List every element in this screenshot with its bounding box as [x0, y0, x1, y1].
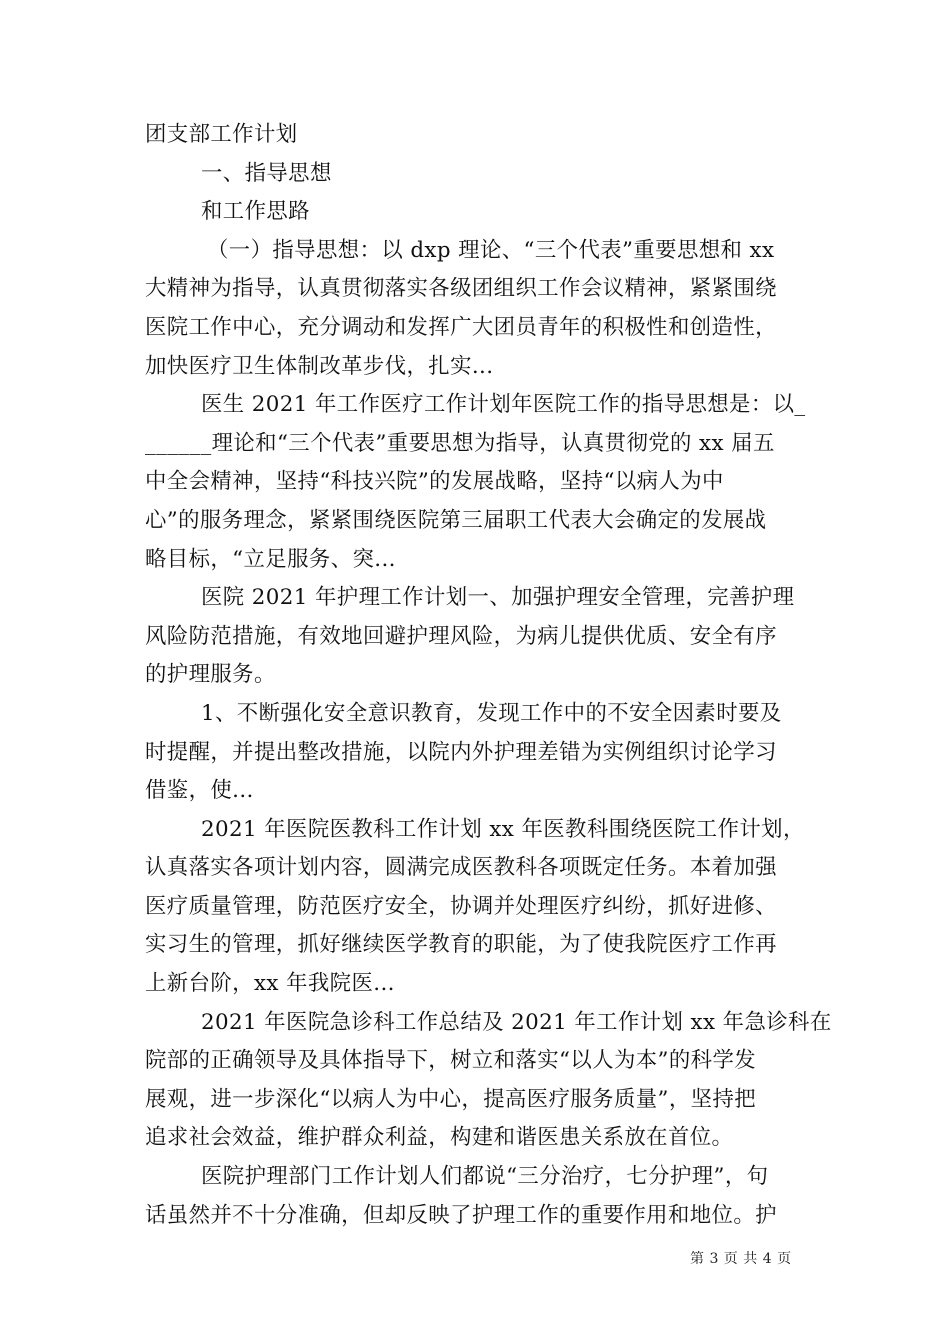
paragraph-line: 大精神为指导，认真贯彻落实各级团组织工作会议精神，紧紧围绕 [145, 276, 777, 302]
page-number: 第 3 页 共 4 页 [690, 1251, 792, 1267]
paragraph-line: （一）指导思想：以 dxp 理论、“三个代表”重要思想和 xx [207, 237, 775, 263]
paragraph-emergency-summary [145, 1004, 832, 1158]
paragraph-line: 1、不断强化安全意识教育，发现工作中的不安全因素时要及 [201, 700, 782, 726]
paragraph-line: 的护理服务。 [145, 662, 276, 688]
section-subheading: 和工作思路 [201, 199, 310, 225]
paragraph-nursing-plan [145, 579, 810, 695]
paragraph-line: 医院护理部门工作计划人们都说“三分治疗，七分护理”，句 [201, 1164, 769, 1190]
paragraph-line: 加快医疗卫生体制改革步伐，扎实... [145, 353, 494, 379]
document-title: 团支部工作计划 [145, 122, 298, 147]
paragraph-medical-education-plan [145, 811, 810, 1004]
section-heading: 一、指导思想 [201, 160, 332, 186]
paragraph-safety-education [145, 695, 810, 811]
paragraph-line: 展观，进一步深化“以病人为中心，提高医疗服务质量”，坚持把 [145, 1086, 757, 1112]
paragraph-line: 时提醒，并提出整改措施，以院内外护理差错为实例组织讨论学习 [145, 739, 777, 765]
paragraph-line: 上新台阶，xx 年我院医... [145, 971, 395, 997]
paragraph-line: 医院工作中心，充分调动和发挥广大团员青年的积极性和创造性， [145, 314, 777, 340]
paragraph-doctor-plan [145, 386, 810, 579]
paragraph-line: 院部的正确领导及具体指导下，树立和落实“以人为本”的科学发 [145, 1048, 757, 1074]
paragraph-line: 医生 2021 年工作医疗工作计划年医院工作的指导思想是：以_ [201, 392, 806, 418]
paragraph-line: 2021 年医院急诊科工作总结及 2021 年工作计划 xx 年急诊科在 [201, 1009, 832, 1035]
paragraph-line: 医疗质量管理，防范医疗安全，协调并处理医疗纠纷，抓好进修、 [145, 893, 777, 919]
paragraph-line: 追求社会效益，维护群众利益，构建和谐医患关系放在首位。 [145, 1125, 734, 1151]
document-body [145, 116, 832, 1235]
paragraph-nursing-department-plan [145, 1158, 810, 1235]
paragraph-line: 2021 年医院医教科工作计划 xx 年医教科围绕医院工作计划， [201, 816, 805, 842]
paragraph-line: 医院 2021 年护理工作计划一、加强护理安全管理，完善护理 [201, 585, 795, 611]
paragraph-guiding-thought [145, 232, 810, 386]
paragraph-line: 风险防范措施，有效地回避护理风险，为病儿提供优质、安全有序 [145, 623, 777, 649]
paragraph-line: 认真落实各项计划内容，圆满完成医教科各项既定任务。本着加强 [145, 855, 777, 881]
paragraph-line: 话虽然并不十分准确，但却反映了护理工作的重要作用和地位。护 [145, 1202, 777, 1228]
paragraph-line: 实习生的管理，抓好继续医学教育的职能，为了使我院医疗工作再 [145, 932, 777, 958]
paragraph-line: 中全会精神，坚持“科技兴院”的发展战略，坚持“以病人为中 [145, 469, 724, 495]
paragraph-line: ______理论和“三个代表”重要思想为指导，认真贯彻党的 xx 届五 [145, 430, 775, 456]
paragraph-line: 借鉴，使... [145, 778, 254, 804]
paragraph-line: 略目标，“立足服务、突... [145, 546, 396, 572]
paragraph-line: 心”的服务理念，紧紧围绕医院第三届职工代表大会确定的发展战 [145, 507, 767, 533]
